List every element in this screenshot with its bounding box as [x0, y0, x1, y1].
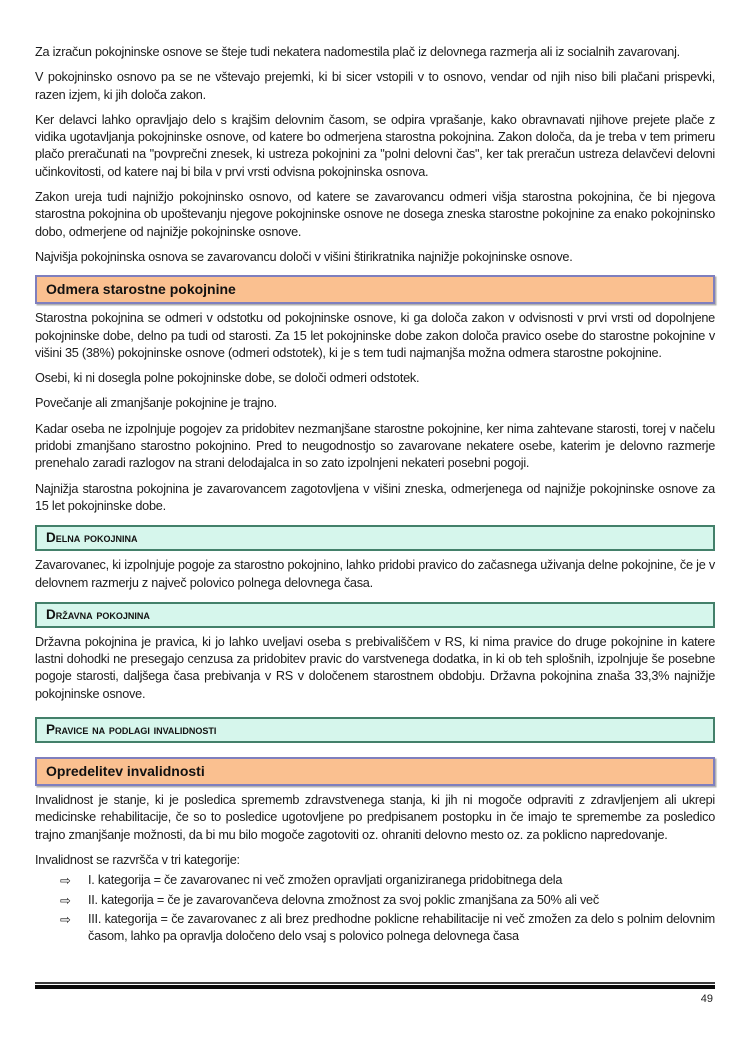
list-item-text: I. kategorija = če zavarovanec ni več zmožen opravljati organiziranega pridobitnega dela [88, 873, 563, 888]
paragraph-intro-4: Zakon ureja tudi najnižjo pokojninsko osnovo, od katere se zavarovancu odmeri višja starostna pokojnina, če bi njegova starostna pokojnina ob upoštevanju njegove pokojninske osnove ne dosega zneska starostne pokojnine za enako pokojninsko dobo, odmerjene od najnižje pokojninske osnove. [35, 190, 715, 239]
footer-rule [35, 982, 715, 989]
document-content [35, 44, 715, 947]
list-item-kategorija-1 [35, 872, 715, 889]
list-item-text: III. kategorija = če zavarovanec z ali brez predhodne poklicne rehabilitacije ni več zmožen za delo s polnim delovnim časom, lahko pa opravlja določeno delo vsaj s polovico polnega delovnega časa [88, 911, 715, 944]
section-header-delna-pokojnina: Delna pokojnina [35, 525, 715, 551]
page-number: 49 [700, 993, 713, 1005]
page-footer [35, 982, 715, 1005]
section-header-drzavna-pokojnina: Državna pokojnina [35, 602, 715, 628]
paragraph-drzavna-1: Državna pokojnina je pravica, ki jo lahko uveljavi oseba s prebivališčem v RS, ki nima pravice do druge pokojnine in katere lastni dohodki ne presegajo cenzusa za pridobitev pravic do varstvenega dodatka, in ki ob teh splošnih, izpolnjuje še posebne pogoje starosti, daljšega časa prebivanja v RS v določenem starostnem obdobju. Državna pokojnina znaša 33,3% najnižje pokojninske osnove. [35, 634, 715, 701]
paragraph-intro-3: Ker delavci lahko opravljajo delo s krajšim delovnim časom, se odpira vprašanje, kako obravnavati njihove prejete plače z vidika ugotavljanja pokojninske osnove, od katere bo odmerjena starostna pokojnina. Zakon določa, da je treba v tem primeru plačo preračunati na "povprečni znesek, ki ustreza pokojnini za "polni delovni čas", ker tak preračun ustreza delavčevi delovni učinkovitosti, od katere naj bi bila v prvi vrsti odvisna pokojninska osnova. [35, 112, 715, 179]
section-header-pravice-na-podlagi-invalidnosti: Pravice na podlagi invalidnosti [35, 717, 715, 743]
paragraph-odmera-2: Osebi, ki ni dosegla polne pokojninske dobe, se določi odmeri odstotek. [35, 371, 420, 386]
arrow-bullet-icon: ⇨ [60, 892, 71, 908]
list-intro-kategorije: Invalidnost se razvršča v tri kategorije: [35, 852, 240, 867]
paragraph-delna-1: Zavarovanec, ki izpolnjuje pogoje za starostno pokojnino, lahko pridobi pravico do začasnega uživanja delne pokojnine, če je v delovnem razmerju z največ polovico polnega delovnega časa. [35, 558, 715, 590]
paragraph-odmera-5: Najnižja starostna pokojnina je zavarovancem zagotovljena v višini zneska, odmerjenega od najnižje pokojninske osnove za 15 let pokojninske dobe. [35, 481, 715, 513]
paragraph-odmera-1: Starostna pokojnina se odmeri v odstotku od pokojninske osnove, ki ga določa zakon v odvisnosti v prvi vrsti od dopolnjene pokojninske dobe, delno pa tudi od starosti. Za 15 let pokojninske dobe zakon določa pravico osebe do starostne pokojnine v višini 35 (38%) pokojninske osnove (odmeri odstotek), ki je s tem tudi najmanjša možna odmera starostne pokojnine. [35, 311, 715, 360]
paragraph-intro-1: Za izračun pokojninske osnove se šteje tudi nekatera nadomestila plač iz delovnega razmerja ali iz socialnih zavarovanj. [35, 45, 680, 59]
paragraph-intro-5: Najvišja pokojninska osnova se zavarovancu določi v višini štirikratnika najnižje pokojninske osnove. [35, 249, 573, 264]
list-item-kategorija-2 [35, 892, 715, 909]
list-item-kategorija-3 [35, 911, 715, 946]
section-header-opredelitev-invalidnosti: Opredelitev invalidnosti [35, 757, 715, 786]
paragraph-odmera-4: Kadar oseba ne izpolnjuje pogojev za pridobitev nezmanjšane starostne pokojnine, ker nima zahtevane starosti, torej v načelu pridobi zmanjšano starostno pokojnino. Pred to neugodnostjo so zavarovane nekatere osebe, katerim je delovno razmerje prenehalo zaradi razlogov na strani delodajalca in so zato izpolnjeni nekateri posebni pogoji. [35, 421, 715, 471]
section-header-odmera-starostne-pokojnine: Odmera starostne pokojnine [35, 275, 715, 304]
arrow-bullet-icon: ⇨ [60, 911, 71, 927]
paragraph-odmera-3: Povečanje ali zmanjšanje pokojnine je trajno. [35, 396, 277, 411]
paragraph-intro-2: V pokojninsko osnovo pa se ne vštevajo prejemki, ki bi sicer vstopili v to osnovo, vendar od njih niso bili plačani prispevki, razen izjem, ki jih določa zakon. [35, 70, 715, 102]
paragraph-opredelitev-1: Invalidnost je stanje, ki je posledica sprememb zdravstvenega stanja, ki jih ni mogoče odpraviti z zdravljenjem ali ukrepi medicinske rehabilitacije, če so to posledice ugotovljene po predpisanem postopku in če imajo te spremembe za posledico trajno zmanjšanje možnosti, da bi mu bilo mogoče zagotoviti oz. ohraniti delovno mesto oz. za poklicno napredovanje. [35, 793, 715, 842]
kategorije-list [35, 872, 715, 945]
arrow-bullet-icon: ⇨ [60, 873, 71, 889]
list-item-text: II. kategorija = če je zavarovančeva delovna zmožnost za svoj poklic zmanjšana za 50% ali več [88, 892, 599, 907]
